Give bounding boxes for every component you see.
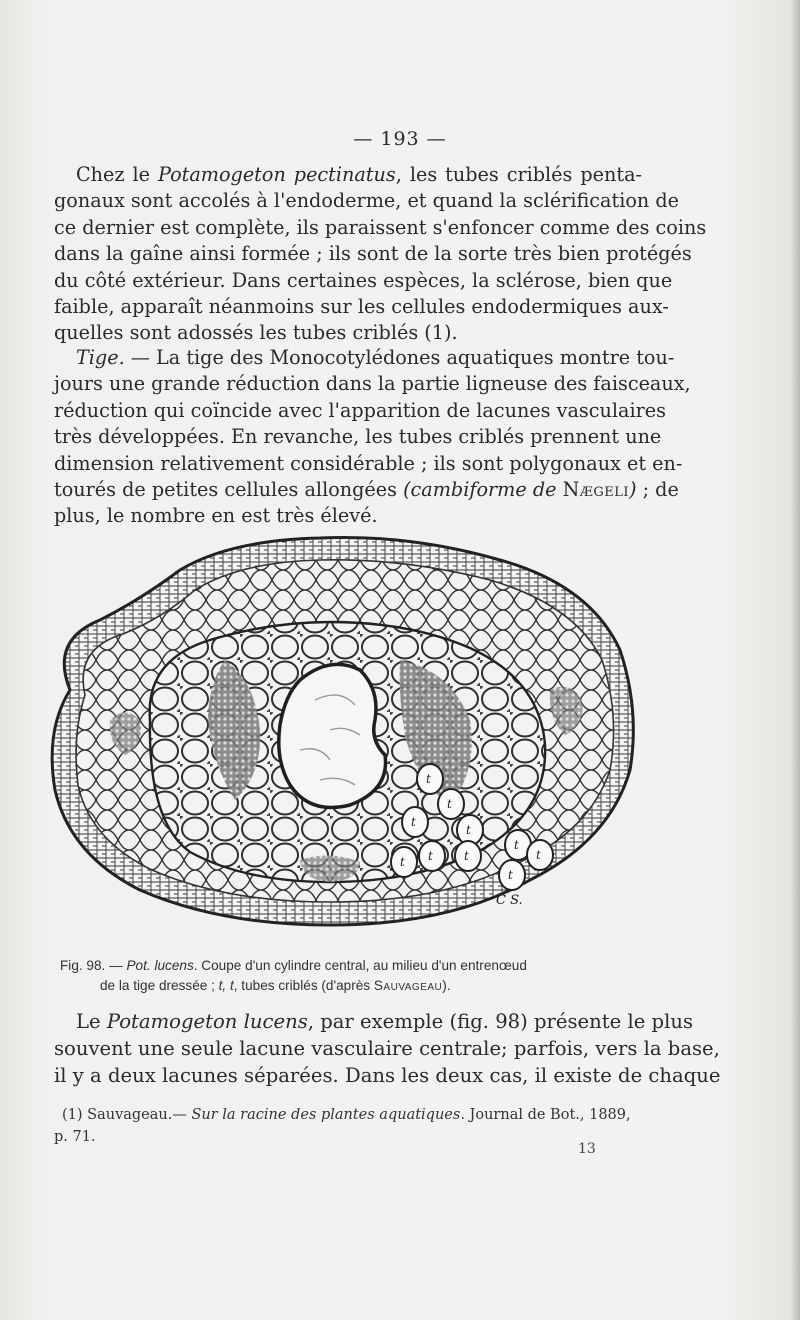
paragraph-line: très développées. En revanche, les tubes criblés prennent une: [54, 425, 662, 449]
paragraph-line: Chez le Potamogeton pectinatus, les tubes criblés penta-: [76, 163, 642, 186]
paragraph-1: [54, 162, 707, 347]
paragraph-line: dans la gaîne ainsi formée ; ils sont de la sorte très bien protégés: [54, 242, 692, 266]
sieve-tube-cell: [499, 860, 525, 890]
svg-text:t: t: [514, 838, 519, 852]
paragraph-line: Tige. — La tige des Monocotylédones aquatiques montre tou-: [76, 346, 675, 369]
svg-text:t: t: [536, 848, 541, 862]
svg-text:t: t: [508, 868, 513, 882]
paragraph-line: faible, apparaît néanmoins sur les cellules endodermiques aux-: [54, 294, 669, 318]
sieve-tube-cell: [391, 847, 417, 877]
sieve-tube-cell: [419, 841, 445, 871]
sieve-tube-cell: [417, 764, 443, 794]
paragraph-3: [54, 1008, 721, 1089]
central-lacuna: [279, 664, 386, 807]
paragraph-line: du côté extérieur. Dans certaines espèces, la sclérose, bien que: [54, 268, 673, 292]
sieve-tube-cell: [402, 807, 428, 837]
artist-signature: C S.: [496, 893, 523, 908]
paragraph-line: ce dernier est complète, ils paraissent s'enfoncer comme des coins: [54, 215, 707, 239]
paragraph-line: gonaux sont accolés à l'endoderme, et quand la sclérification de: [54, 189, 679, 213]
paragraph-line: quelles sont adossés les tubes criblés (1).: [54, 321, 458, 345]
page-number: — 193 —: [353, 128, 447, 150]
figure-caption: Fig. 98. — Pot. lucens. Coupe d'un cylindre central, au milieu d'un entrenœud de la tige dressée ; t, t, tubes criblés (d'après Sauvageau).: [60, 958, 527, 993]
paragraph-line: jours une grande réduction dans la partie ligneuse des faisceaux,: [54, 372, 691, 396]
svg-text:t: t: [400, 855, 405, 869]
sieve-tube-cell: [455, 841, 481, 871]
sieve-tube-cell: [527, 840, 553, 870]
paragraph-line: Le Potamogeton lucens, par exemple (fig. 98) présente le plus: [76, 1010, 694, 1033]
svg-text:t: t: [428, 849, 433, 863]
signature-mark: 13: [578, 1141, 596, 1157]
page-edge-shadow: [790, 0, 800, 1320]
footnote: (1) Sauvageau.— Sur la racine des plantes aquatiques. Journal de Bot., 1889, p. 71.: [54, 1107, 631, 1145]
paragraph-line: réduction qui coïncide avec l'apparition de lacunes vasculaires: [54, 398, 666, 422]
svg-text:t: t: [411, 815, 416, 829]
paragraph-line: souvent une seule lacune vasculaire centrale; parfois, vers la base,: [54, 1037, 720, 1060]
paragraph-line: plus, le nombre en est très élevé.: [54, 504, 378, 528]
stem-cross-section-figure: [30, 530, 650, 940]
sieve-tube-cell: [438, 789, 464, 819]
paragraph-line: tourés de petites cellules allongées (cambiforme de Nægeli) ; de: [54, 477, 679, 501]
svg-text:t: t: [466, 823, 471, 837]
paragraph-2: [54, 345, 691, 530]
svg-text:t: t: [447, 797, 452, 811]
paragraph-line: dimension relativement considérable ; ils sont polygonaux et en-: [54, 451, 683, 475]
section-heading: Tige.: [76, 346, 125, 369]
paragraph-line: il y a deux lacunes séparées. Dans les deux cas, il existe de chaque: [54, 1064, 721, 1087]
svg-text:t: t: [426, 772, 431, 786]
svg-text:t: t: [464, 849, 469, 863]
